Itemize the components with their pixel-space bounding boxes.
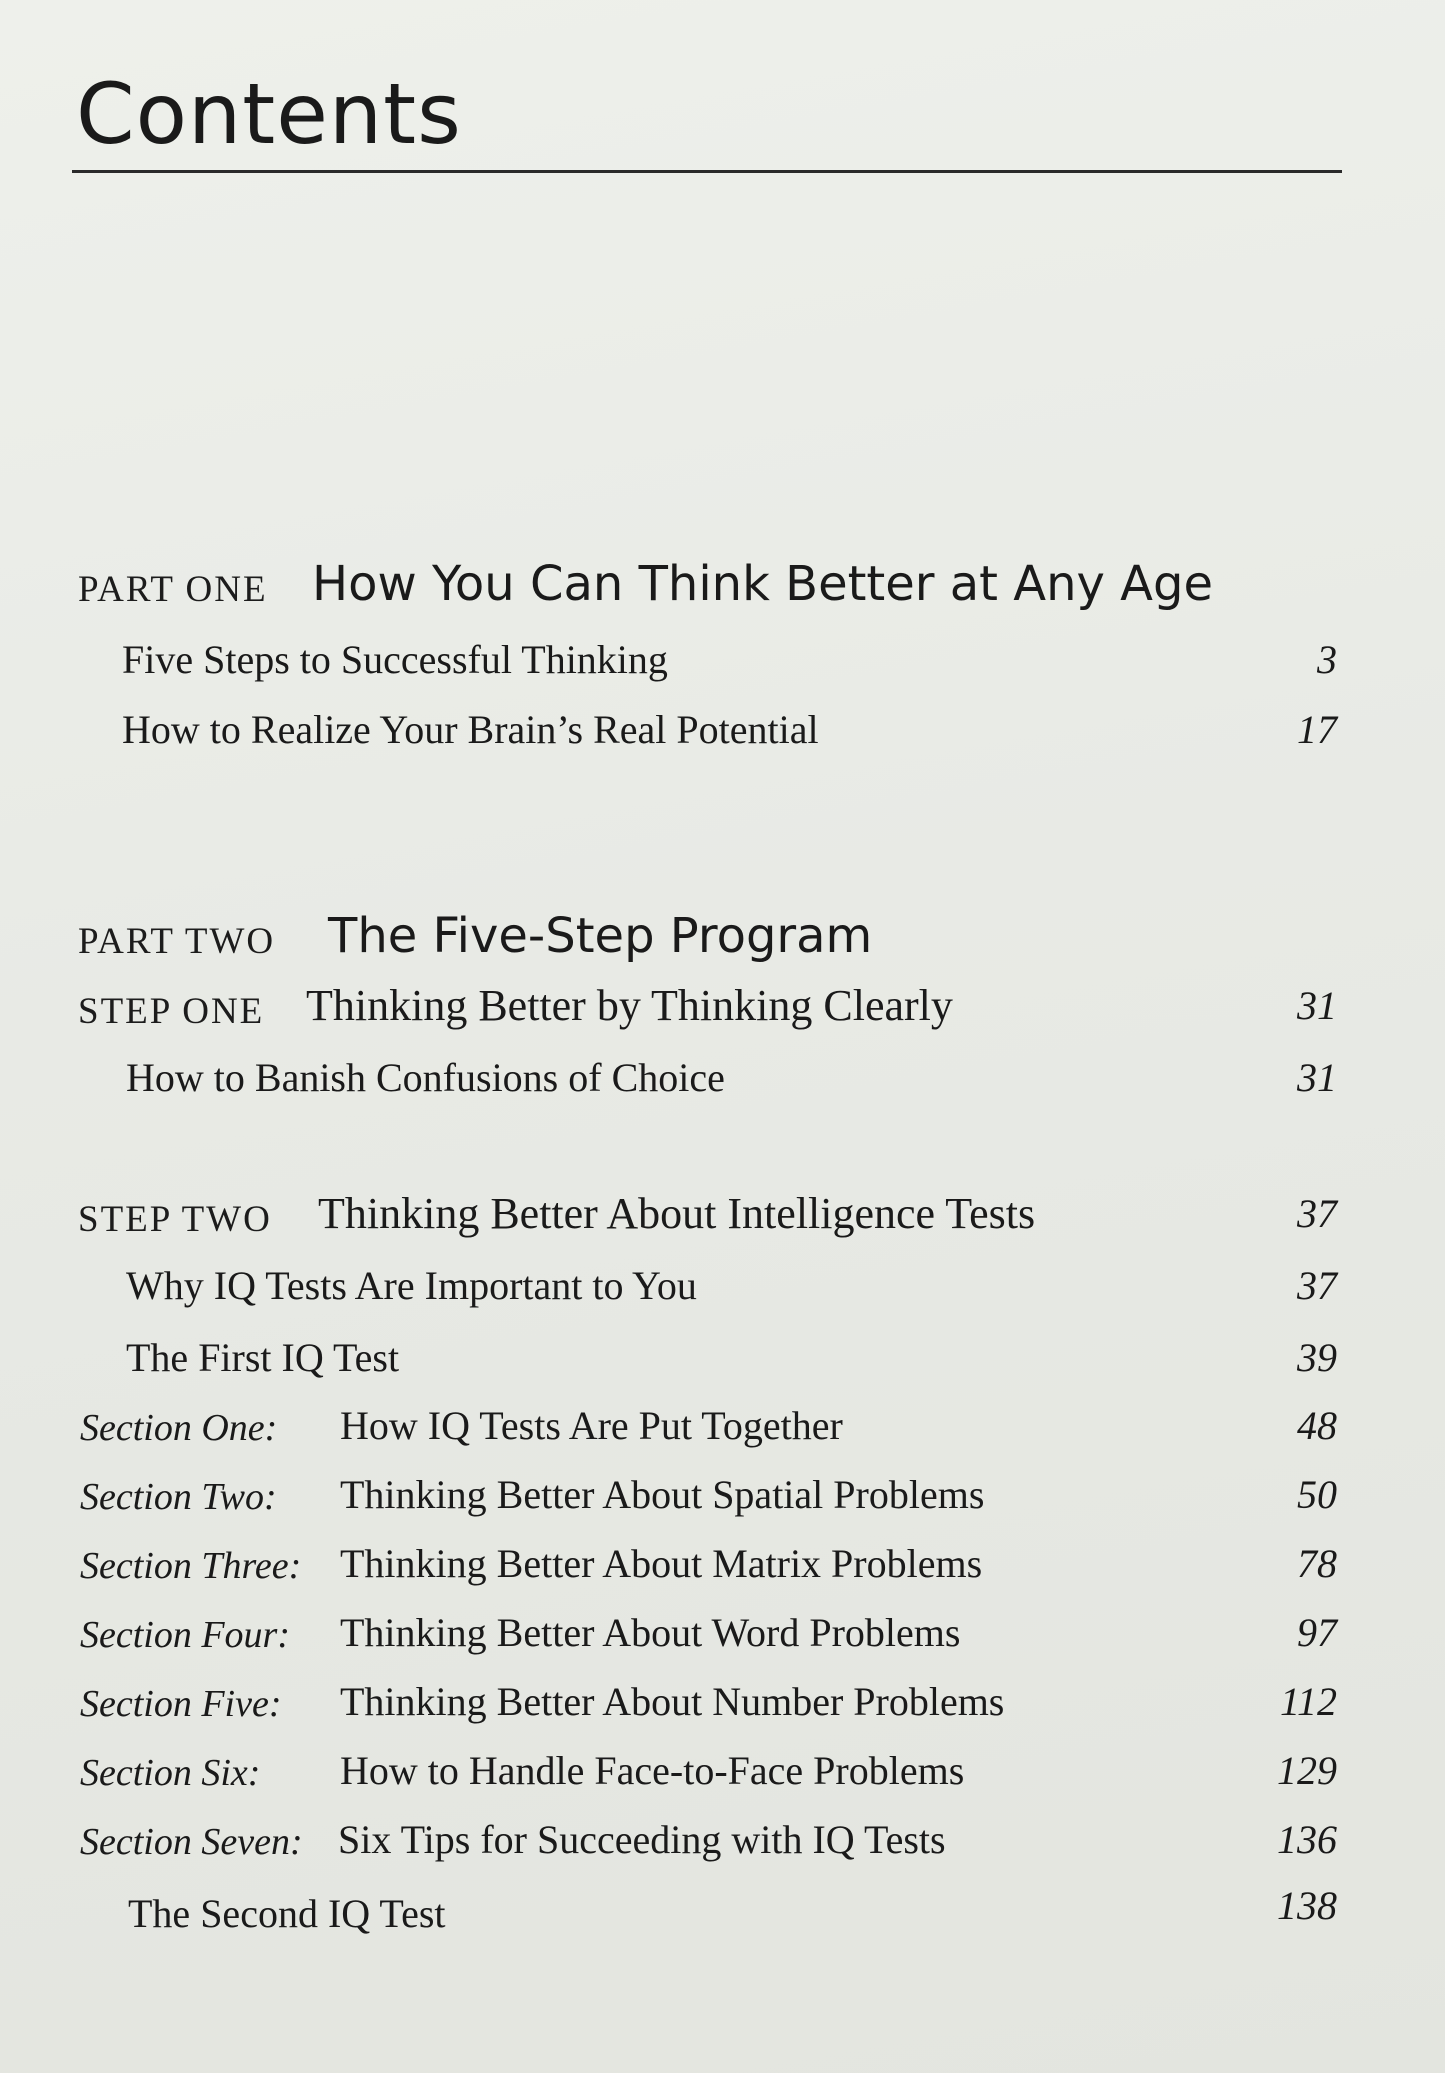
heading-rule xyxy=(72,170,1342,173)
toc-entry xyxy=(0,636,1445,696)
step-one-title: Thinking Better by Thinking Clearly xyxy=(306,981,953,1030)
toc-entry xyxy=(0,1334,1445,1394)
toc-entry-title: How to Realize Your Brain’s Real Potential xyxy=(122,707,819,752)
toc-entry xyxy=(0,1262,1445,1322)
toc-entry-page: 3 xyxy=(1317,637,1337,682)
step-two-page: 37 xyxy=(1297,1191,1337,1236)
toc-entry xyxy=(0,1883,1445,1950)
toc-entry-page: 39 xyxy=(1297,1335,1337,1380)
toc-entry xyxy=(0,706,1445,766)
section-page: 129 xyxy=(1277,1748,1337,1793)
section-entry xyxy=(0,1609,1445,1669)
section-entry xyxy=(0,1816,1445,1876)
step-two-label: STEP TWO xyxy=(78,1199,272,1240)
step-two-heading xyxy=(0,1188,1445,1248)
section-title: Thinking Better About Number Problems xyxy=(340,1679,1005,1724)
part-two-label: PART TWO xyxy=(78,921,276,962)
section-label: Section Five: xyxy=(80,1683,282,1725)
section-entry xyxy=(0,1540,1445,1600)
toc-entry-title: The First IQ Test xyxy=(126,1335,400,1380)
part-two-title: The Five-Step Program xyxy=(328,908,873,964)
section-page: 136 xyxy=(1277,1817,1337,1862)
section-title: Six Tips for Succeeding with IQ Tests xyxy=(338,1817,946,1862)
section-label: Section Three: xyxy=(80,1545,302,1587)
section-title: How to Handle Face-to-Face Problems xyxy=(340,1748,965,1793)
section-page: 112 xyxy=(1279,1679,1337,1724)
section-page: 48 xyxy=(1297,1403,1337,1448)
section-page: 50 xyxy=(1297,1472,1337,1517)
section-title: Thinking Better About Spatial Problems xyxy=(340,1472,985,1517)
toc-entry-title: How to Banish Confusions of Choice xyxy=(126,1055,725,1100)
section-label: Section Six: xyxy=(80,1752,261,1794)
section-page: 78 xyxy=(1297,1541,1337,1586)
part-two-heading xyxy=(0,908,1445,968)
section-label: Section Two: xyxy=(80,1476,277,1518)
section-label: Section One: xyxy=(80,1407,278,1449)
step-one-label: STEP ONE xyxy=(78,991,265,1032)
section-title: Thinking Better About Word Problems xyxy=(340,1610,961,1655)
section-label: Section Seven: xyxy=(80,1821,303,1863)
section-label: Section Four: xyxy=(80,1614,291,1656)
step-one-heading xyxy=(0,980,1445,1040)
contents-heading: Contents xyxy=(76,65,462,163)
section-entry xyxy=(0,1471,1445,1531)
section-entry xyxy=(0,1402,1445,1462)
toc-entry-title: Why IQ Tests Are Important to You xyxy=(126,1263,697,1308)
part-one-heading xyxy=(0,556,1445,616)
step-two-title: Thinking Better About Intelligence Tests xyxy=(318,1189,1036,1238)
toc-entry-page: 138 xyxy=(1277,1883,1337,1928)
toc-entry-page: 37 xyxy=(1297,1263,1337,1308)
section-entry xyxy=(0,1678,1445,1738)
toc-entry-title: The Second IQ Test xyxy=(128,1891,446,1936)
section-entry xyxy=(0,1747,1445,1807)
section-title: How IQ Tests Are Put Together xyxy=(340,1403,843,1448)
toc-entry-title: Five Steps to Successful Thinking xyxy=(122,637,668,682)
part-one-label: PART ONE xyxy=(78,569,268,610)
toc-entry-page: 17 xyxy=(1297,707,1337,752)
section-page: 97 xyxy=(1297,1610,1337,1655)
toc-entry-page: 31 xyxy=(1297,1055,1337,1100)
part-one-title: How You Can Think Better at Any Age xyxy=(312,556,1214,612)
toc-entry xyxy=(0,1054,1445,1114)
section-title: Thinking Better About Matrix Problems xyxy=(340,1541,983,1586)
step-one-page: 31 xyxy=(1297,983,1337,1028)
